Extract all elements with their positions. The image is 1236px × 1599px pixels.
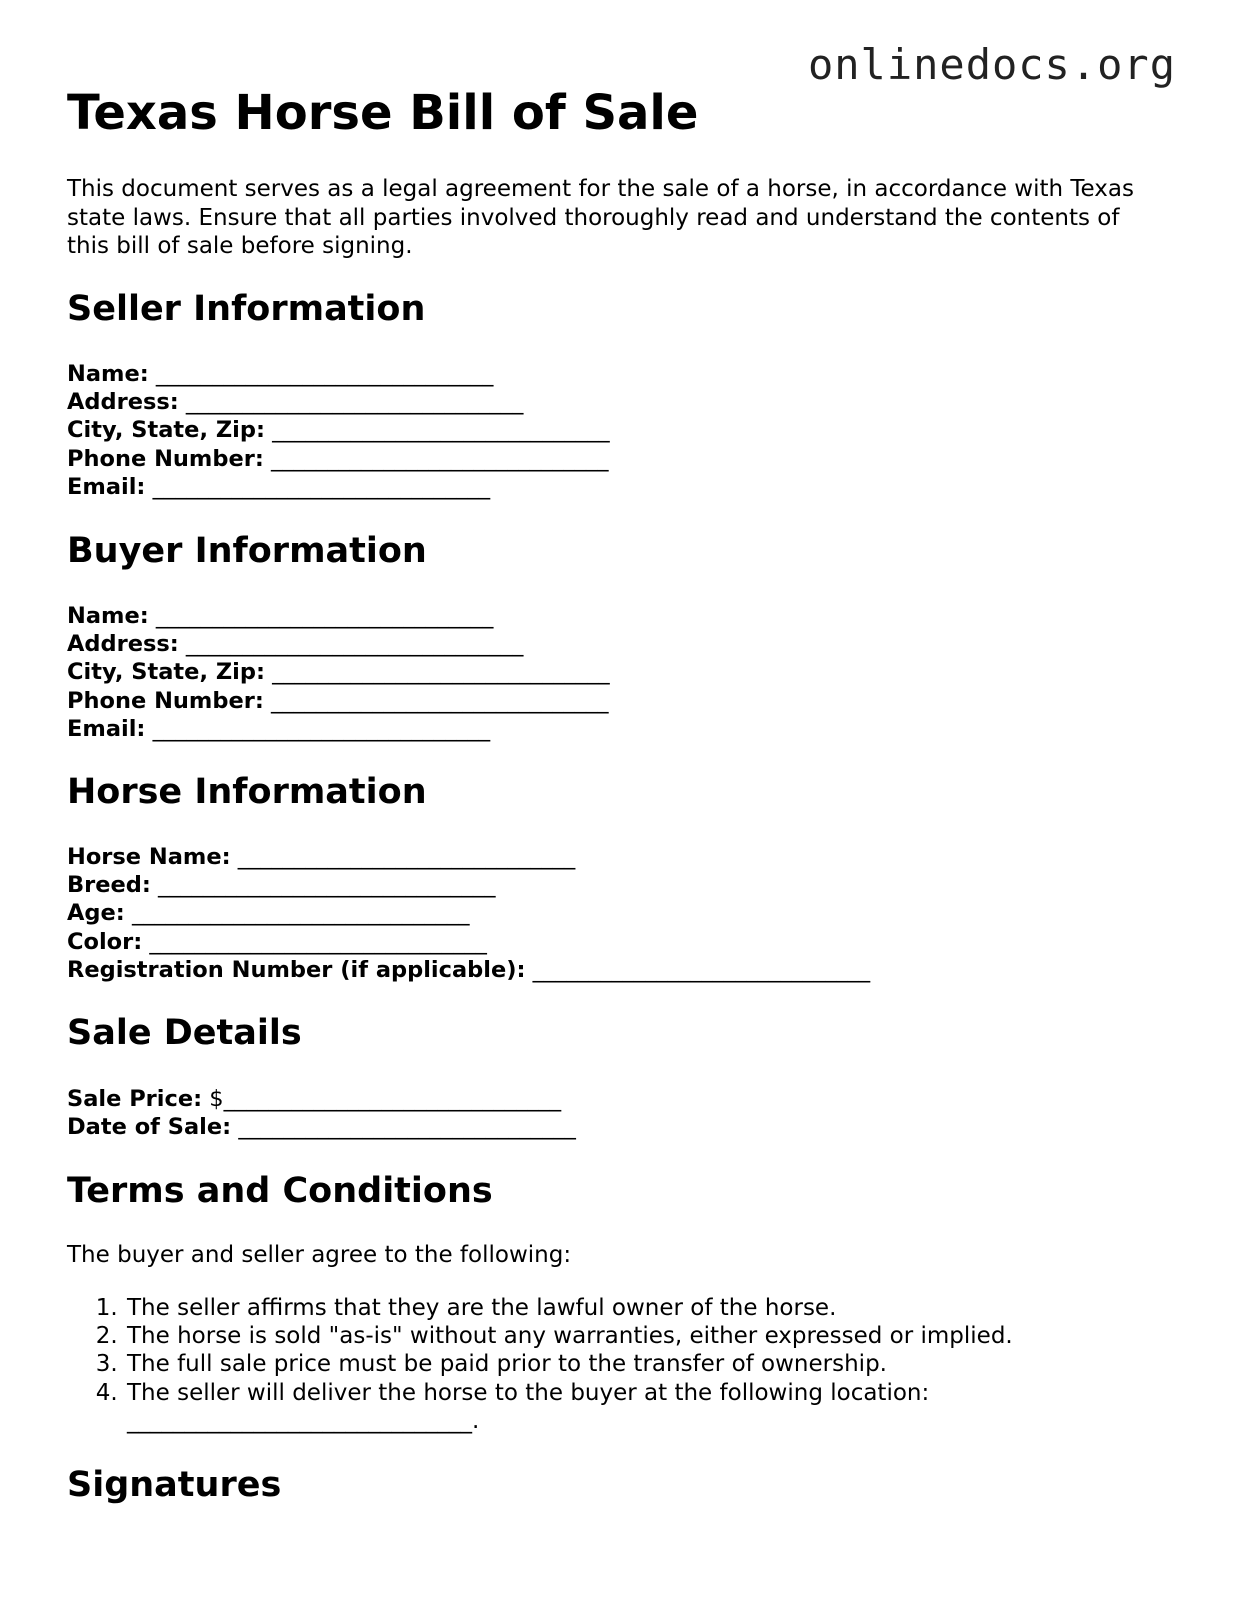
intro-paragraph: This document serves as a legal agreement for the sale of a horse, in accordance with Texas state laws. Ensure that all parties involved thoroughly read and understand the contents of this bill of sale before signing. <box>67 176 1134 259</box>
seller-fields <box>67 360 610 501</box>
buyer-email-field[interactable]: Email: ______________________________ <box>67 715 491 742</box>
watermark: onlinedocs.org <box>807 40 1176 89</box>
horse-name-field[interactable]: Horse Name: ______________________________ <box>67 844 576 870</box>
horse-color-field[interactable]: Color: ______________________________ <box>67 928 487 955</box>
terms-list <box>67 1294 1013 1435</box>
seller-heading: Seller Information <box>67 289 426 329</box>
buyer-heading: Buyer Information <box>67 531 427 571</box>
buyer-fields <box>67 602 610 743</box>
signatures-heading: Signatures <box>67 1465 282 1505</box>
seller-email-field[interactable]: Email: ______________________________ <box>67 473 491 500</box>
seller-phone-field[interactable]: Phone Number: ______________________________ <box>67 445 609 472</box>
sale-fields <box>67 1085 576 1141</box>
buyer-name-field[interactable]: Name: ______________________________ <box>67 603 494 629</box>
terms-item: 4. The seller will deliver the horse to the buyer at the following location: ______________________________. <box>125 1379 1013 1435</box>
delivery-location-field[interactable]: ______________________________. <box>127 1407 480 1434</box>
horse-registration-field[interactable]: Registration Number (if applicable): ______________________________ <box>67 956 871 983</box>
terms-lead: The buyer and seller agree to the following: <box>67 1242 572 1268</box>
horse-heading: Horse Information <box>67 772 427 812</box>
buyer-city-state-zip-field[interactable]: City, State, Zip: ______________________________ <box>67 659 610 686</box>
sale-price-field[interactable]: Sale Price: $______________________________ <box>67 1086 562 1112</box>
seller-address-field[interactable]: Address: ______________________________ <box>67 389 524 416</box>
buyer-phone-field[interactable]: Phone Number: ______________________________ <box>67 687 609 714</box>
sale-heading: Sale Details <box>67 1013 302 1053</box>
horse-breed-field[interactable]: Breed: ______________________________ <box>67 872 496 899</box>
seller-name-field[interactable]: Name: ______________________________ <box>67 361 494 387</box>
sale-date-field[interactable]: Date of Sale: ______________________________ <box>67 1114 576 1141</box>
seller-city-state-zip-field[interactable]: City, State, Zip: ______________________________ <box>67 417 610 444</box>
horse-age-field[interactable]: Age: ______________________________ <box>67 900 470 927</box>
terms-heading: Terms and Conditions <box>67 1171 493 1211</box>
horse-fields <box>67 843 870 984</box>
document-title: Texas Horse Bill of Sale <box>67 85 699 141</box>
terms-item: 3. The full sale price must be paid prior to the transfer of ownership. <box>125 1350 1013 1378</box>
buyer-address-field[interactable]: Address: ______________________________ <box>67 631 524 658</box>
terms-item: 1. The seller affirms that they are the lawful owner of the horse. <box>125 1294 1013 1322</box>
terms-item: 2. The horse is sold "as-is" without any warranties, either expressed or implied. <box>125 1322 1013 1350</box>
